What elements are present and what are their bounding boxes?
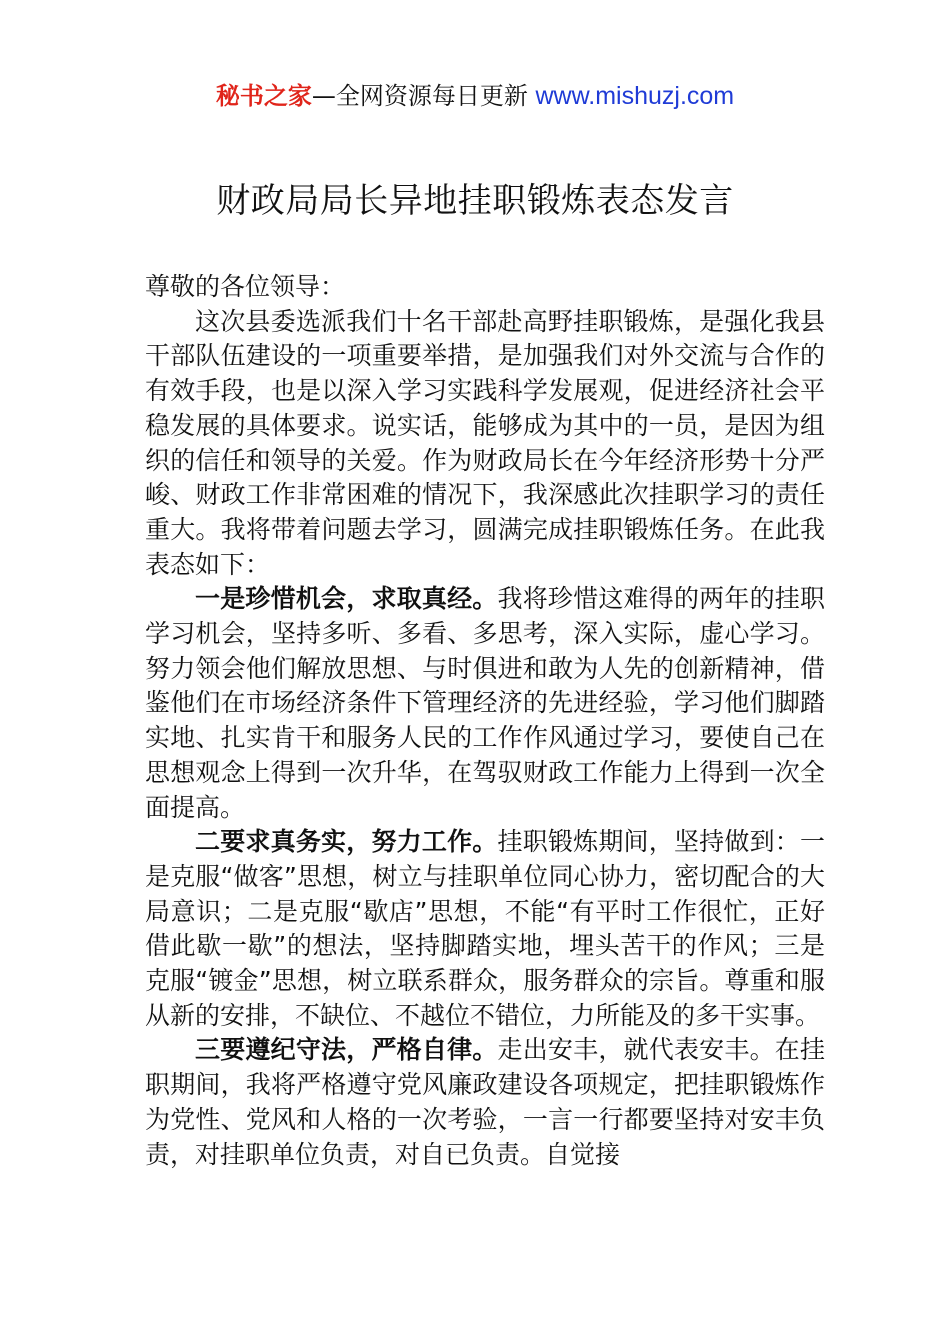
site-header: [0, 80, 950, 112]
document-body: [145, 270, 825, 1172]
paragraph-intro: [145, 305, 825, 583]
paragraph-text: 挂职锻炼期间，坚持做到：一是克服“做客”思想，树立与挂职单位同心协力，密切配合的大局意识；二是克服“歇店”思想，不能“有平时工作很忙，正好借此歇一歇”的想法，坚持脚踏实地，埋头苦干的作风；三是克服“镀金”思想，树立联系群众，服务群众的宗旨。尊重和服从新的安排，不缺位、不越位不错位，力所能及的多干实事。: [145, 827, 825, 1030]
paragraph-point-three: [145, 1033, 825, 1172]
paragraph-text: 我将珍惜这难得的两年的挂职学习机会，坚持多听、多看、多思考，深入实际，虚心学习。努力领会他们解放思想、与时俱进和敢为人先的创新精神，借鉴他们在市场经济条件下管理经济的先进经验，学习他们脚踏实地、扎实肯干和服务人民的工作作风通过学习，要使自己在思想观念上得到一次升华，在驾驭财政工作能力上得到一次全面提高。: [145, 584, 825, 822]
site-tagline: 全网资源每日更新: [335, 82, 528, 110]
paragraph-text: 走出安丰，就代表安丰。在挂职期间，我将严格遵守党风廉政建设各项规定，把挂职锻炼作为党性、党风和人格的一次考验，一言一行都要坚持对安丰负责，对挂职单位负责，对自已负责。自觉接: [145, 1035, 825, 1169]
document-title: 财政局局长异地挂职锻炼表态发言: [216, 181, 734, 221]
paragraph-text: 这次县委选派我们十名干部赴高野挂职锻炼，是强化我县干部队伍建设的一项重要举措，是加强我们对外交流与合作的有效手段，也是以深入学习实践科学发展观，促进经济社会平稳发展的具体要求。说实话，能够成为其中的一员，是因为组织的信任和领导的关爱。作为财政局长在今年经济形势十分严峻、财政工作非常困难的情况下，我深感此次挂职学习的责任重大。我将带着问题去学习，圆满完成挂职锻炼任务。在此我表态如下：: [145, 306, 825, 579]
paragraph-point-one: [145, 582, 825, 825]
header-dash: —: [311, 82, 336, 110]
paragraph-lead: 三要遵纪守法，严格自律。: [195, 1035, 498, 1065]
site-brand: 秘书之家: [215, 82, 312, 110]
salutation: 尊敬的各位领导：: [145, 272, 346, 301]
site-url-link[interactable]: www.mishuzj.com: [535, 82, 735, 110]
paragraph-lead: 二要求真务实，努力工作。: [195, 827, 498, 857]
paragraph-point-two: [145, 825, 825, 1033]
paragraph-lead: 一是珍惜机会，求取真经。: [195, 584, 498, 614]
